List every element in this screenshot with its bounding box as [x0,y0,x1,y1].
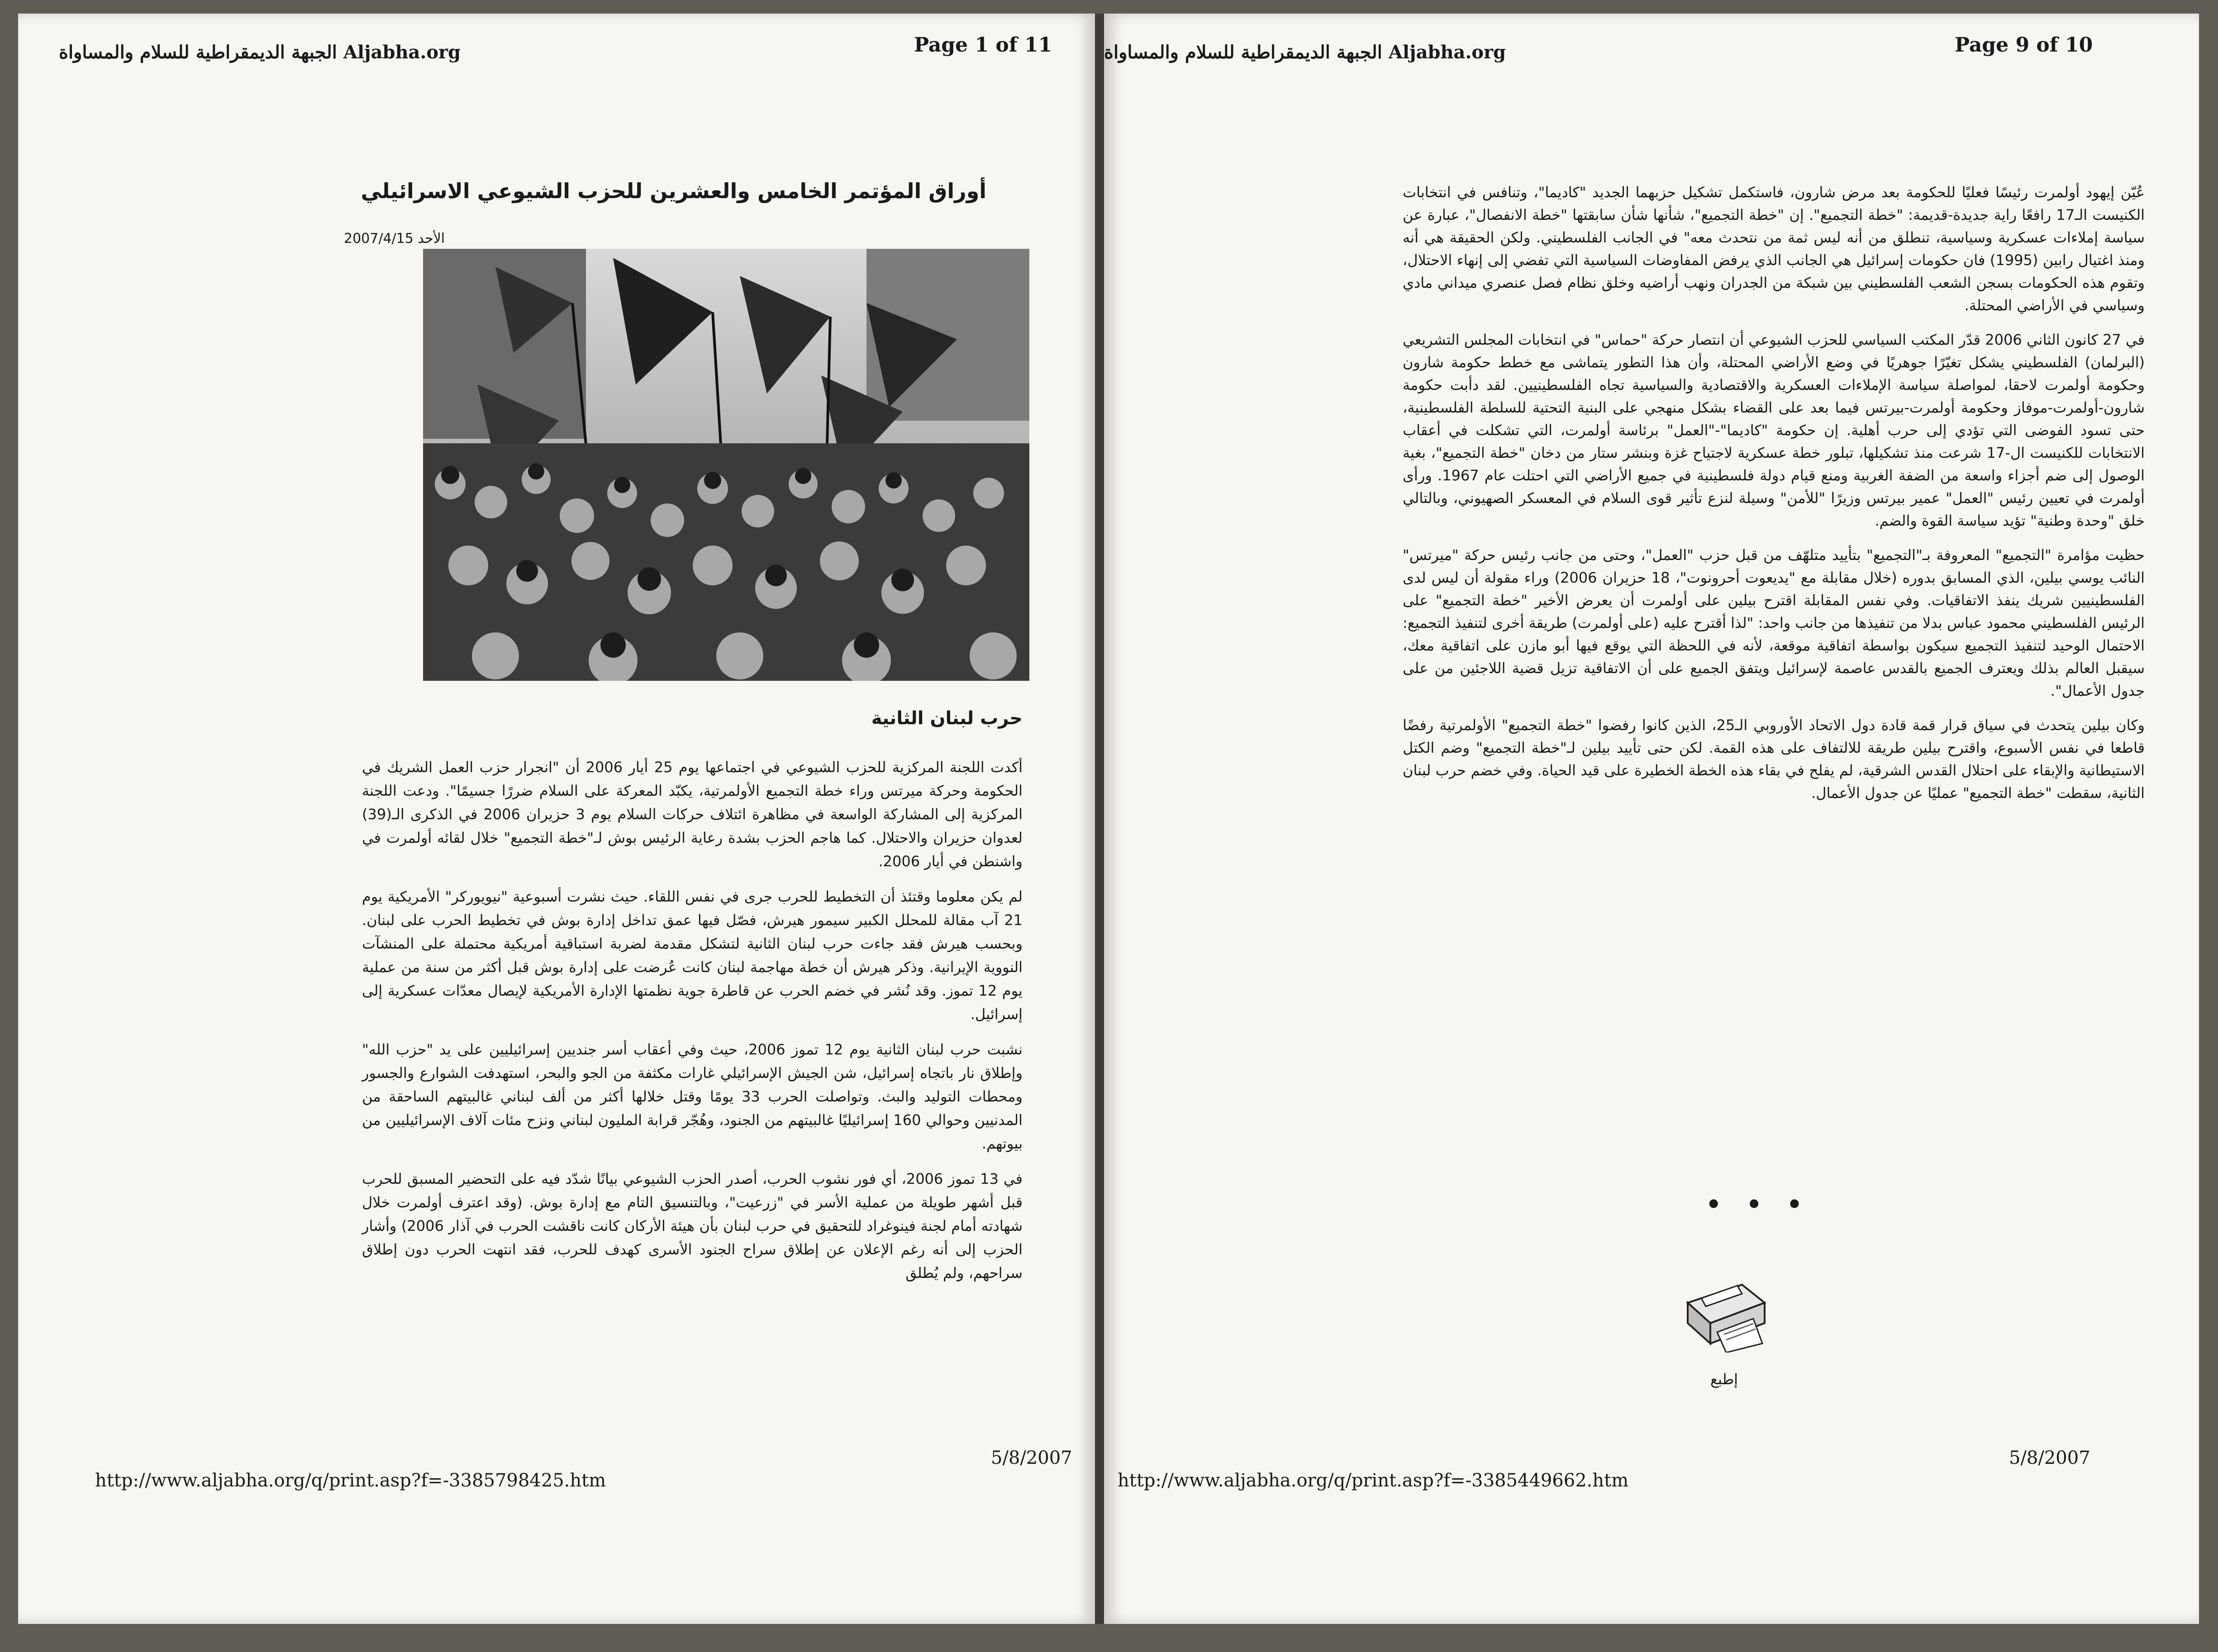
printer-icon[interactable] [1674,1271,1774,1353]
printer-icon [1674,1271,1774,1353]
page-label: Page 9 of 10 [1955,33,2093,57]
site-header-left [59,42,461,63]
article-paragraph: حظيت مؤامرة "التجميع" المعروفة بـ"التجميع" بتأييد متلهّف من قبل حزب "العمل"، وحتى من جانب رئيس حركة "ميرتس" النائب يوسي بيلين، الذي المسابق بدوره (خلال مقابلة مع "يديعوت أحرونوت"، 18 حزيران 2006) وراء مقولة أن ليس لدى الفلسطينيين شريك ينفذ الاتفاقيات. وفي نفس المقابلة اقترح بيلين على أولمرت أن يعرض الأخير "خطة التجميع" على الرئيس الفلسطيني محمود عباس بدلا من تنفيذها من جانب واحد: "لذا أقترح عليه (على أولمرت) طريقة أخرى لتنفيذ التجميع: الاحتمال الوحيد لتنفيذ التجميع سيكون بواسطة اتفاقية موقعة، لأنه في اللحظة التي يوقع فيها أبو مازن على اتفاقية معك، سيقبل العالم بذلك ويعترف الجميع بالقدس عاصمة لإسرائيل ويتفق الجميع على أن الاتفاقية تزيل قضية اللاجئين من على جدول الأعمال". [1403,546,2145,699]
separator-dots: • • • [1706,1190,1811,1219]
article-paragraph: نشبت حرب لبنان الثانية يوم 12 تموز 2006، حيث وفي أعقاب أسر جنديين إسرائيليين على يد "حزب الله" وإطلاق نار باتجاه إسرائيل، شن الجيش الإسرائيلي غارات مكثفة من الجو والبحر، استهدفت الشوارع والجسور ومحطات التوليد والبث. وتواصلت الحرب 33 يومًا وقتل خلالها أكثر من ألف لبناني غالبيتهم الساحقة من المدنيين وحوالي 160 إسرائيليًا غالبيتهم من الجنود، وهُجّر قرابة المليون لبناني ونزح مئات آلاف الإسرائيليين من بيوتهم. [362,1041,1023,1152]
article-title: أوراق المؤتمر الخامس والعشرين للحزب الشيوعي الاسرائيلي [361,179,986,203]
footer-date: 5/8/2007 [991,1448,1072,1468]
article-paragraph: في 27 كانون الثاني 2006 قدّر المكتب السياسي للحزب الشيوعي أن انتصار حركة "حماس" في انتخابات المجلس التشريعي (البرلمان) الفلسطيني يشكل تغيّرًا جوهريًا في وضع الأراضي المحتلة، وأن هذا التطور يتماشى مع خطط حكومة شارون وحكومة أولمرت لاحقا، لمواصلة سياسة الإملاءات العسكرية والاقتصادية والسياسية تجاه الفلسطينيين. لقد دأبت حكومة شارون-أولمرت-موفاز وحكومة أولمرت-بيرتس فيما بعد على القضاء بشكل منهجي على البنية التحتية للسلطة الفلسطينية، حتى تسود الفوضى التي تؤدي إلى حرب أهلية. إن حكومة "كاديما"-"العمل" برئاسة أولمرت، التي تشكلت في أعقاب الانتخابات للكنيست ال-17 شرعت منذ تشكيلها، تبلور خطة عسكرية لاجتياح غزة وبنشر ستار من دخان "خطة التجميع"، بغية الوصول إلى ضم أجزاء واسعة من الضفة الغربية ومنع قيام دولة فلسطينية في جميع الأراضي التي احتلت عام 1967. ورأى أولمرت في تعيين رئيس "العمل" عمير بيرتس وزيرًا "للأمن" وسيلة لنزع تأثير قوى السلام في المعسكر الصهيوني، وبالتالي خلق "وحدة وطنية" تؤيد سياسة القوة والضم. [1403,331,2145,529]
site-header-right [1104,42,1506,63]
site-name-arabic: الجبهة الديمقراطية للسلام والمساواة [59,42,337,63]
print-link[interactable]: إطبع [1710,1371,1738,1388]
footer-url[interactable]: http://www.aljabha.org/q/print.asp?f=-3385449662.htm [1118,1470,1629,1491]
section-heading: حرب لبنان الثانية [871,708,1023,729]
left-page [18,14,1095,1624]
article-paragraph: في 13 تموز 2006، أي فور نشوب الحرب، أصدر الحزب الشيوعي بيانًا شدّد فيه على التحضير المسبق للحرب قبل أشهر طويلة من عملية الأسر في "زرعيت"، وبالتنسيق التام مع إدارة بوش. (وقد اعترف أولمرت خلال شهادته أمام لجنة فينوغراد للتحقيق في حرب لبنان بأن هيئة الأركان كانت ناقشت الحرب في آذار 2006) وأشار الحزب إلى أنه رغم الإعلان عن إطلاق سراح الجنود الأسرى كهدف للحرب، فقد انتهت الحرب دون إطلاق سراحهم، ولم يُطلق [362,1170,1023,1282]
right-page [1104,14,2199,1624]
article-paragraph: عُيّن إيهود أولمرت رئيسًا فعليًا للحكومة بعد مرض شارون، فاستكمل تشكيل حزبهما الجديد "كاديما"، وتنافس في انتخابات الكنيست الـ17 رافعًا راية جديدة-قديمة: "خطة التجميع". إن "خطة التجميع"، شأنها شأن سابقتها "خطة الانفصال"، عبارة عن سياسة إملاءات عسكرية وسياسية، تنطلق من أنه ليس ثمة من نتحدث معه" في الجانب الفلسطيني. ولكن الحقيقة هي أنه ومنذ اغتيال رابين (1995) فان حكومات إسرائيل هي الجانب الذي يرفض المفاوضات السياسية التي تفضي إلى إنهاء الاحتلال، وتقوم هذه الحكومات بسجن الشعب الفلسطيني بين شبكة من الجدران ونهب أراضيه وخلق نظام فصل عنصري ميداني مادي وسياسي في الأراضي المحتلة. [1403,184,2145,314]
site-name: Aljabha.org [1388,42,1506,63]
book-gutter [1095,14,1104,1624]
footer-date: 5/8/2007 [2009,1448,2090,1468]
article-paragraph: لم يكن معلوما وقتئذ أن التخطيط للحرب جرى في نفس اللقاء. حيث نشرت أسبوعية "نيويوركر" الأمريكية يوم 21 آب مقالة للمحلل الكبير سيمور هيرش، فصّل فيها عمق تداخل إدارة بوش في تخطيط الحرب على لبنان. وبحسب هيرش فقد جاءت حرب لبنان الثانية لتشكل مقدمة لضربة استباقية أمريكية محتملة على المنشآت النووية الإيرانية. وذكر هيرش أن خطة مهاجمة لبنان كانت عُرضت على إدارة بوش قبل أكثر من سنة من عملية يوم 12 تموز. وقد نُشر في خضم الحرب عن قاطرة جوية نظمتها الإدارة الأمريكية لإيصال معدّات عسكرية إلى إسرائيل. [362,888,1023,1023]
article-date: الأحد 2007/4/15 [344,231,445,247]
demonstration-photo [423,249,1029,681]
page-label: Page 1 of 11 [914,33,1052,57]
article-paragraph: وكان بيلين يتحدث في سياق قرار قمة قادة دول الاتحاد الأوروبي الـ25، الذين كانوا رفضوا "خطة التجميع" الأولمرتية رفضًا قاطعا في نفس الأسبوع، واقترح بيلين طريقة للالتفاف على هذه القمة. لكن حتى تأييد بيلين لـ"خطة التجميع" وضم الكتل الاستيطانية والإبقاء على احتلال القدس الشرقية، لم يفلح في بقاء هذه الخطة الخطيرة على قيد الحياة. وفي خضم حرب لبنان الثانية، سقطت "خطة التجميع" عمليًا عن جدول الأعمال. [1403,717,2145,802]
site-name-arabic: الجبهة الديمقراطية للسلام والمساواة [1104,42,1382,63]
article-paragraph: أكدت اللجنة المركزية للحزب الشيوعي في اجتماعها يوم 25 أيار 2006 أن "انجرار حزب العمل الشريك في الحكومة وحركة ميرتس وراء خطة التجميع الأولمرتية، يكبّد المعركة على السلام ضررًا جسيمًا". ودعت اللجنة المركزية إلى المشاركة الواسعة في مظاهرة ائتلاف حركات السلام يوم 3 حزيران 2006 في الذكرى الـ(39) لعدوان حزيران والاحتلال. كما هاجم الحزب بشدة رعاية الرئيس بوش لـ"خطة التجميع" خلال لقائه أولمرت في واشنطن في أيار 2006. [362,759,1023,870]
site-name: Aljabha.org [343,42,461,63]
article-body [362,755,1023,1296]
article-body [1403,181,2145,816]
footer-url[interactable]: http://www.aljabha.org/q/print.asp?f=-3385798425.htm [95,1470,606,1491]
article-photo [423,249,1029,681]
